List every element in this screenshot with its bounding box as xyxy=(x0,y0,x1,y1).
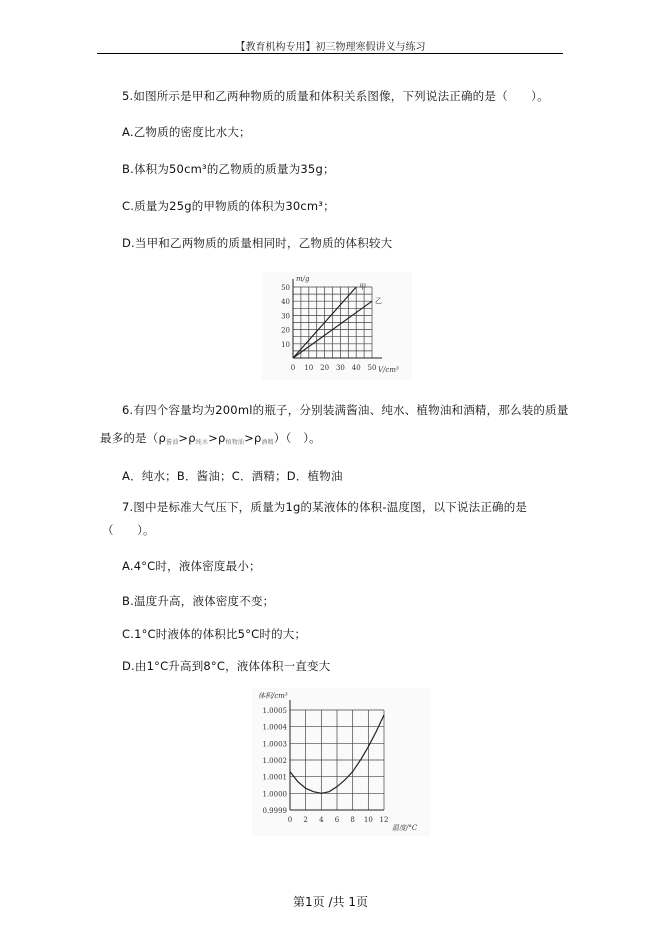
y-tick-label: 20 xyxy=(281,326,290,335)
x-tick-label: 4 xyxy=(319,816,324,824)
y-tick-label: 1.0004 xyxy=(262,723,287,732)
y-tick-label: 1.0002 xyxy=(262,757,287,765)
q6-line1: 6.有四个容量均为200ml的瓶子，分别装满酱油、纯水、植物油和酒精，那么装的质量 xyxy=(122,403,569,417)
x-tick-label: 10 xyxy=(363,816,373,824)
q6-text: ）（ ）。 xyxy=(273,431,321,445)
header-rule xyxy=(97,53,563,54)
x-tick-label: 0 xyxy=(287,816,293,824)
x-tick-label: 40 xyxy=(351,364,361,372)
y-axis-label: m/g xyxy=(296,275,310,283)
volume-temperature-chart xyxy=(252,688,430,836)
sub-soy: 酱油 xyxy=(166,439,179,446)
y-tick-label: 40 xyxy=(281,298,290,307)
y-tick-label: 30 xyxy=(281,312,290,321)
q7-option-c: C.1°C时液体的体积比5°C时的大； xyxy=(122,627,307,641)
sub-oil: 植物油 xyxy=(225,439,245,446)
y-tick-label: 1.0005 xyxy=(262,707,287,715)
y-tick-label: 1.0003 xyxy=(262,740,287,749)
y-axis-label: 体积/cm³ xyxy=(258,692,288,700)
sub-water: 纯水 xyxy=(195,439,209,446)
x-tick-label: 12 xyxy=(379,816,389,824)
x-axis-label: V/cm³ xyxy=(378,366,399,374)
gt: >ρ xyxy=(178,431,196,445)
q6-line2 xyxy=(100,430,321,446)
x-tick-label: 10 xyxy=(304,364,314,372)
y-tick-label: 1.0001 xyxy=(262,773,287,782)
q5-option-d: D.当甲和乙两物质的质量相同时，乙物质的体积较大 xyxy=(122,236,393,250)
x-tick-label: 6 xyxy=(334,816,340,824)
y-tick-label: 50 xyxy=(281,284,290,292)
series-label: 甲 xyxy=(359,283,367,291)
x-tick-label: 20 xyxy=(320,364,330,372)
q5-option-a: A.乙物质的密度比水大； xyxy=(122,125,251,139)
sub-alcohol: 酒精 xyxy=(261,439,274,446)
series-label: 乙 xyxy=(375,297,382,306)
q6-options: A．纯水；B．酱油；C．酒精；D．植物油 xyxy=(122,469,343,483)
x-tick-label: 50 xyxy=(367,364,377,372)
q7-option-d: D.由1°C升高到8°C，液体体积一直变大 xyxy=(122,659,331,673)
y-tick-label: 10 xyxy=(281,340,290,349)
q5-stem: 5.如图所示是甲和乙两种物质的质量和体积关系图像，下列说法正确的是（ ）。 xyxy=(122,89,549,103)
gt: >ρ xyxy=(244,431,262,445)
mass-volume-chart xyxy=(262,272,412,380)
gt: >ρ xyxy=(208,431,226,445)
q6-text: 最多的是（ρ xyxy=(100,431,166,445)
q7-option-b: B.温度升高，液体密度不变； xyxy=(122,594,275,608)
q7-line1: 7.图中是标准大气压下，质量为1g的某液体的体积-温度图，以下说法正确的是 xyxy=(122,500,528,514)
x-tick-label: 30 xyxy=(335,364,345,372)
page-footer: 第1页 /共 1页 xyxy=(293,895,368,909)
x-tick-label: 2 xyxy=(303,816,308,824)
x-tick-label: 8 xyxy=(350,816,355,824)
page-header: 【教育机构专用】初三物理寒假讲义与练习 xyxy=(235,42,426,53)
q7-line2: （ ）。 xyxy=(102,523,155,537)
y-tick-label: 0.9999 xyxy=(262,807,287,815)
y-tick-label: 1.0000 xyxy=(262,790,287,799)
q7-option-a: A.4°C时，液体密度最小； xyxy=(122,559,261,573)
x-tick-label: 0 xyxy=(290,364,296,372)
x-axis-label: 温度/°C xyxy=(392,824,418,832)
q5-option-c: C.质量为25g的甲物质的体积为30cm³； xyxy=(122,199,335,213)
q5-option-b: B.体积为50cm³的乙物质的质量为35g； xyxy=(122,162,335,176)
